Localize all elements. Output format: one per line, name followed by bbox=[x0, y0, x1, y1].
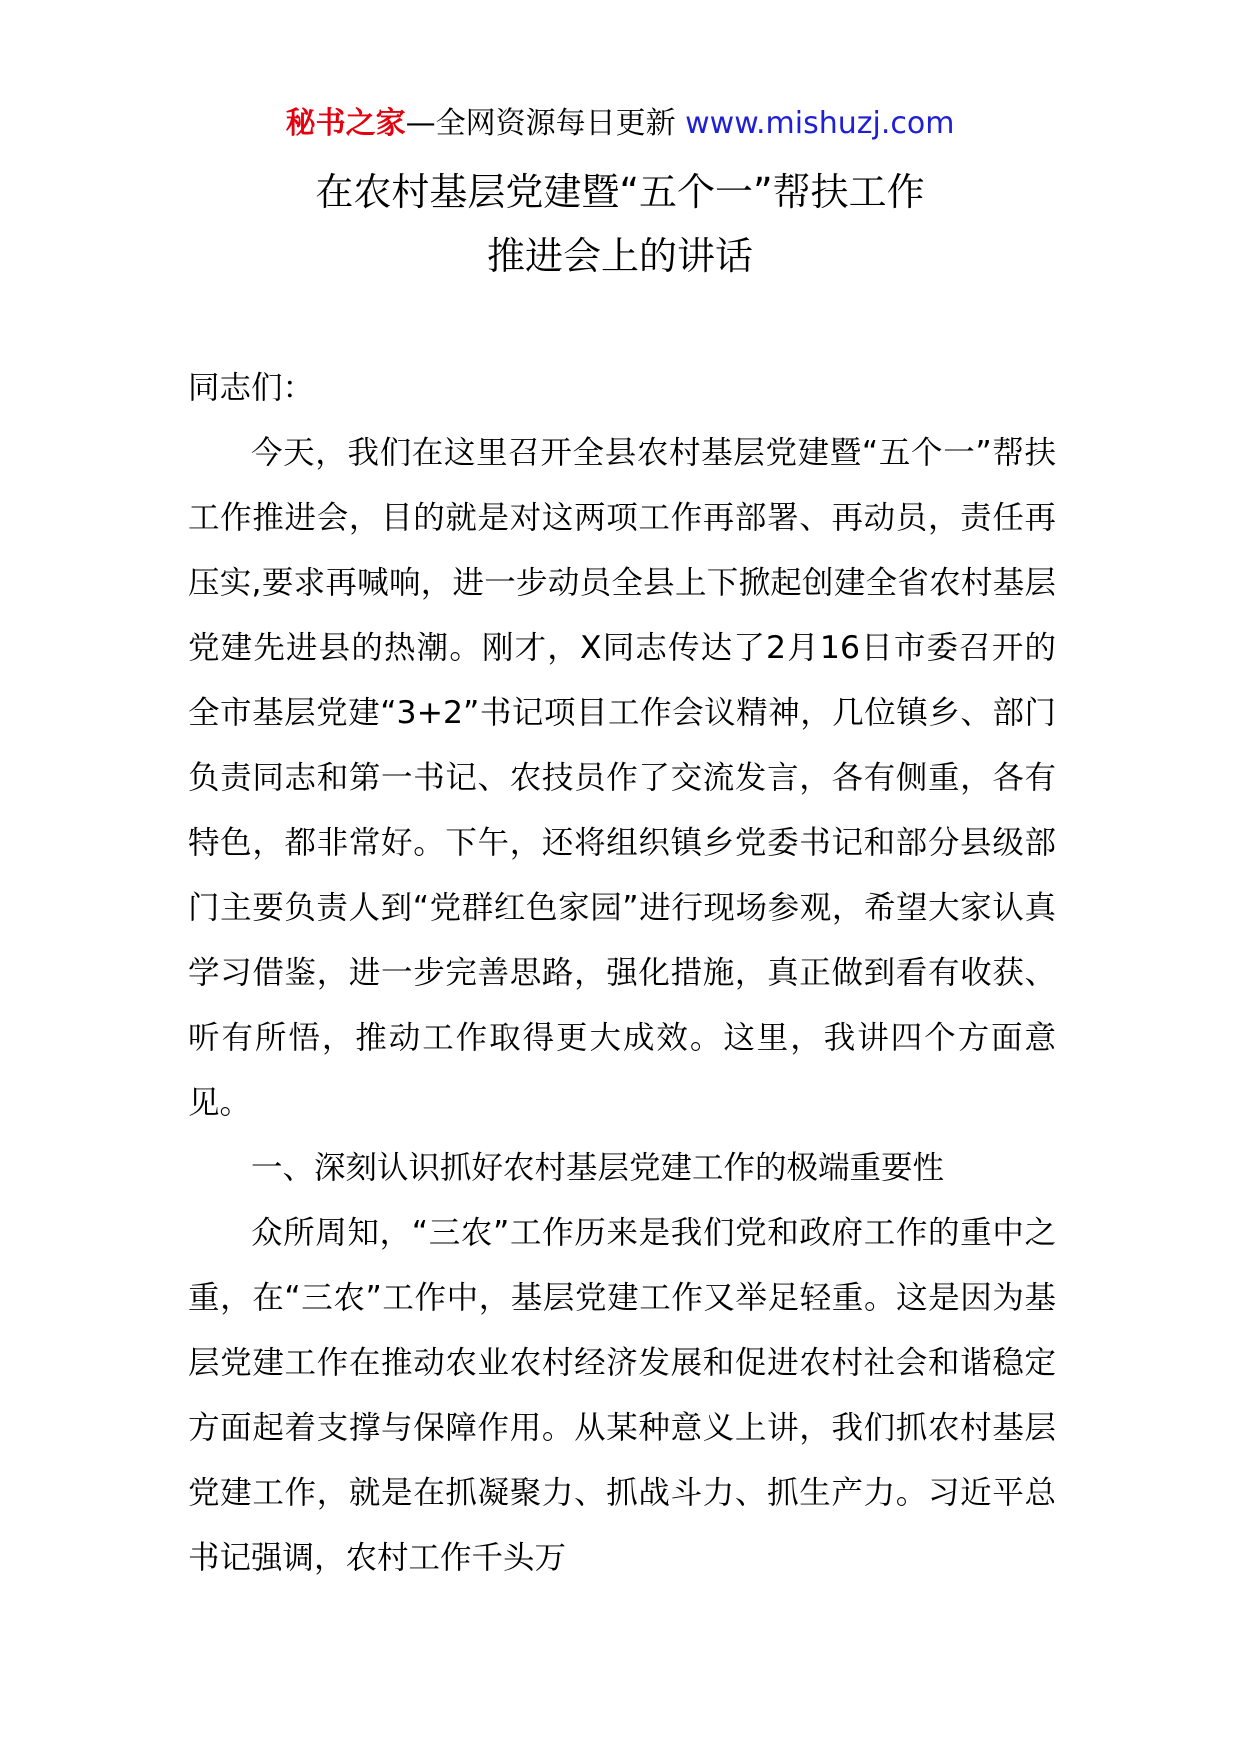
site-header bbox=[0, 100, 1240, 148]
brand-name: 秘书之家 bbox=[285, 106, 406, 141]
greeting: 同志们： bbox=[188, 370, 315, 406]
paragraph-section-1: 众所周知，“三农”工作历来是我们党和政府工作的重中之重，在“三农”工作中，基层党建工作又举足轻重。这是因为基层党建工作在推动农业农村经济发展和促进农村社会和谐稳定方面起着支撑与保障作用。从某种意义上讲，我们抓农村基层党建工作，就是在抓凝聚力、抓战斗力、抓生产力。习近平总书记强调，农村工作千头万 bbox=[188, 1215, 1056, 1576]
title-line-2: 推进会上的讲话 bbox=[486, 234, 753, 278]
section-heading-1: 一、深刻认识抓好农村基层党建工作的极端重要性 bbox=[251, 1150, 945, 1186]
document-title bbox=[0, 160, 1240, 288]
site-url[interactable]: www.mishuzj.com bbox=[685, 106, 955, 141]
title-line-1: 在农村基层党建暨“五个一”帮扶工作 bbox=[315, 170, 925, 214]
document-body bbox=[188, 356, 1056, 1591]
header-tagline: —全网资源每日更新 bbox=[405, 106, 686, 141]
paragraph-intro: 今天，我们在这里召开全县农村基层党建暨“五个一”帮扶工作推进会，目的就是对这两项工作再部署、再动员，责任再压实,要求再喊响，进一步动员全县上下掀起创建全省农村基层党建先进县的热潮。刚才，X同志传达了2月16日市委召开的全市基层党建“3+2”书记项目工作会议精神，几位镇乡、部门负责同志和第一书记、农技员作了交流发言，各有侧重，各有特色，都非常好。下午，还将组织镇乡党委书记和部分县级部门主要负责人到“党群红色家园”进行现场参观，希望大家认真学习借鉴，进一步完善思路，强化措施，真正做到看有收获、听有所悟，推动工作取得更大成效。这里，我讲四个方面意见。 bbox=[188, 435, 1056, 1121]
